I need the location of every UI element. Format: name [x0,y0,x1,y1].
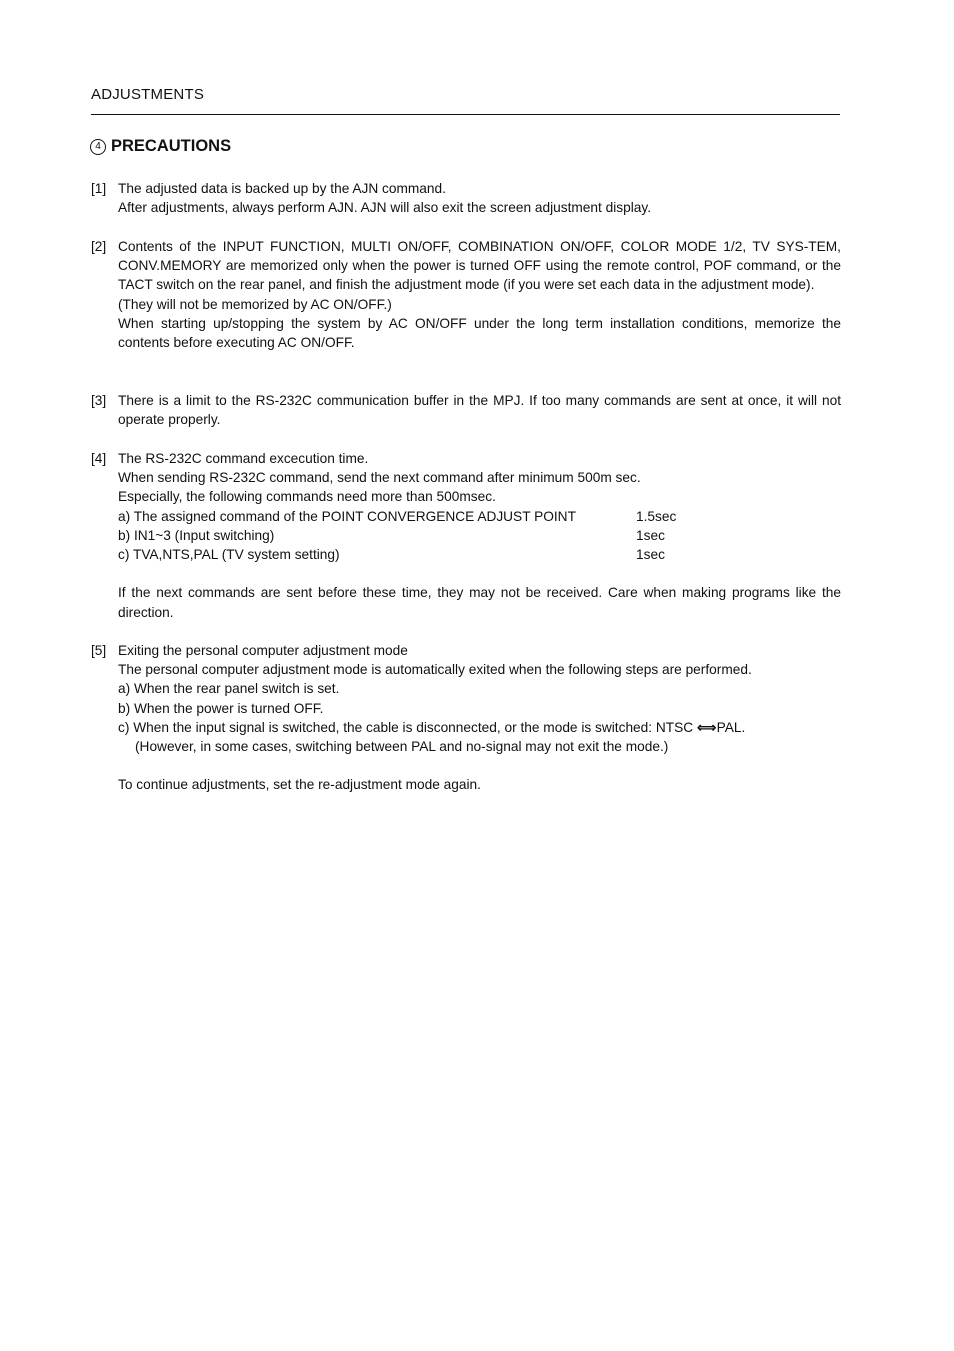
item-line: Especially, the following commands need more than 500msec. [118,489,496,505]
timing-value: 1.5sec [636,508,677,524]
double-arrow-icon: ⟺ [696,719,717,735]
item-line: When sending RS-232C command, send the next command after minimum 500m sec. [118,470,641,486]
precaution-item-3 [91,391,841,429]
item-c-text-end: PAL. [716,719,746,735]
item-line-c [118,718,841,737]
precaution-item-5 [91,641,841,795]
item-c-text: c) When the input signal is switched, the cable is disconnected, or the mode is switched: NTSC [118,719,694,735]
item-line: Exiting the personal computer adjustment mode [118,643,408,658]
timing-command: c) TVA,NTS,PAL (TV system setting) [118,547,340,563]
item-paragraph: (They will not be memorized by AC ON/OFF.) [118,296,392,312]
section-title-text: PRECAUTIONS [111,137,232,155]
item-paragraph: Contents of the INPUT FUNCTION, MULTI ON/OFF, COMBINATION ON/OFF, COLOR MODE 1/2, TV SYS-TEM, CONV.MEMORY are memorized only when the power is turned OFF using the remote control, POF command, or the TACT switch on the rear panel, and finish the adjustment mode (if you were set each data in the adjustment mode). [118,239,841,293]
item-number: [1] [91,181,107,196]
item-line: The RS-232C command excecution time. [118,451,369,466]
item-line: a) When the rear panel switch is set. [118,681,340,697]
section-title [90,137,231,156]
timing-row [118,545,841,564]
timing-row [118,507,841,526]
header-divider [91,114,840,115]
timing-value: 1sec [636,527,665,543]
item-final-note: To continue adjustments, set the re-adjustment mode again. [118,777,481,793]
item-paragraph: There is a limit to the RS-232C communication buffer in the MPJ. If too many commands are sent at once, it will not operate properly. [118,393,841,428]
item-line: b) When the power is turned OFF. [118,700,324,716]
precaution-item-1 [91,179,841,217]
timing-command: b) IN1~3 (Input switching) [118,527,275,543]
item-number: [2] [91,239,107,254]
page-header: ADJUSTMENTS [91,86,205,103]
precaution-item-2 [91,237,841,352]
timing-row [118,526,841,545]
item-number: [3] [91,393,107,408]
item-c-note: (However, in some cases, switching between PAL and no-signal may not exit the mode.) [135,739,669,755]
item-note: If the next commands are sent before these time, they may not be received. Care when making programs like the direction. [118,585,841,620]
precaution-item-4 [91,449,841,622]
circled-number: 4 [90,139,106,155]
item-number: [5] [91,643,107,658]
item-number: [4] [91,451,107,466]
item-paragraph: When starting up/stopping the system by AC ON/OFF under the long term installation conditions, memorize the contents before executing AC ON/OFF. [118,315,841,351]
timing-value: 1sec [636,547,665,563]
timing-command: a) The assigned command of the POINT CONVERGENCE ADJUST POINT [118,508,576,524]
item-line: After adjustments, always perform AJN. AJN will also exit the screen adjustment display. [118,200,652,216]
item-line: The adjusted data is backed up by the AJN command. [118,181,446,196]
item-line: The personal computer adjustment mode is automatically exited when the following steps are performed. [118,662,752,678]
